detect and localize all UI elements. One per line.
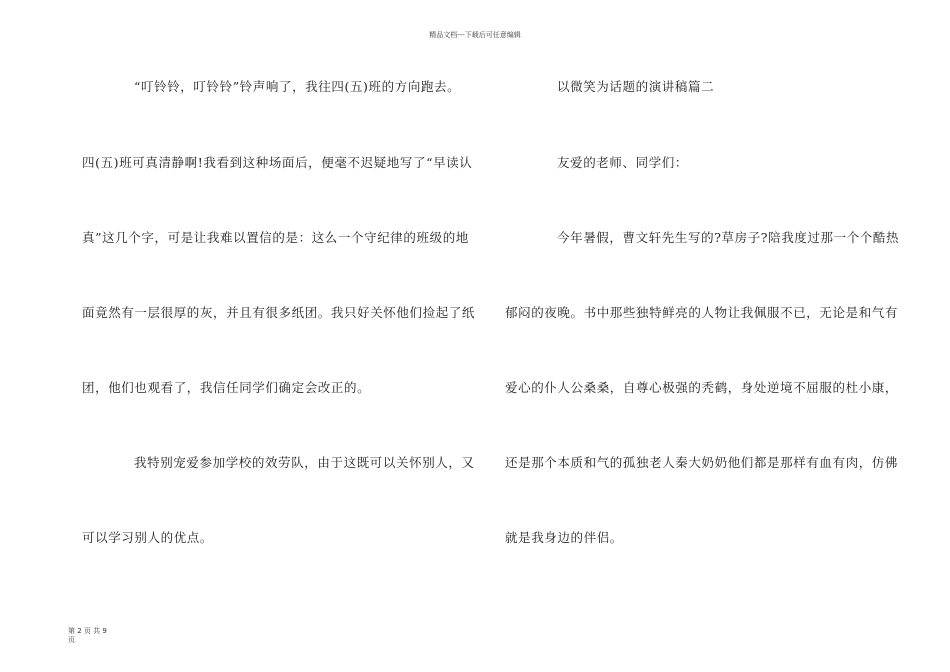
- document-header: 精品文档---下载后可任意编辑: [429, 31, 521, 39]
- paragraph-line: 四(五)班可真清静啊!我看到这种场面后，便毫不迟疑地写了“早读认: [82, 155, 473, 170]
- paragraph-line: 今年暑假，曹文轩先生写的?草房子?陪我度过那一个个酷热: [557, 230, 900, 245]
- paragraph-line: 我特别宠爱参加学校的效劳队，由于这既可以关怀别人，又: [134, 455, 475, 470]
- paragraph-line: 爱心的仆人公桑桑，自尊心极强的秃鹤，身处逆境不屈服的杜小康，: [505, 380, 899, 395]
- paragraph-line: “叮铃铃，叮铃铃”铃声响了，我往四(五)班的方向跑去。: [134, 79, 461, 94]
- page-number-line: 页: [68, 636, 75, 644]
- paragraph-line: 可以学习别人的优点。: [82, 530, 214, 545]
- paragraph-line: 还是那个本质和气的孤独老人秦大奶奶他们都是那样有血有肉，仿佛: [505, 455, 899, 470]
- paragraph-line: 就是我身边的伴侣。: [505, 530, 623, 545]
- salutation: 友爱的老师、同学们：: [557, 155, 689, 170]
- page-number: [68, 627, 108, 645]
- paragraph-line: 真”这几个字，可是让我难以置信的是：这么一个守纪律的班级的地: [82, 230, 469, 245]
- paragraph-line: 郁闷的夜晚。书中那些独特鲜亮的人物让我佩服不已，无论是和气有: [505, 305, 899, 320]
- paragraph-line: 团，他们也观看了，我信任同学们确定会改正的。: [82, 380, 371, 395]
- paragraph-line: 面竟然有一层很厚的灰，并且有很多纸团。我只好关怀他们捡起了纸: [82, 305, 476, 320]
- page-number-line: 第 2 页 共 9: [68, 627, 107, 635]
- section-title: 以微笑为话题的演讲稿篇二: [557, 79, 715, 94]
